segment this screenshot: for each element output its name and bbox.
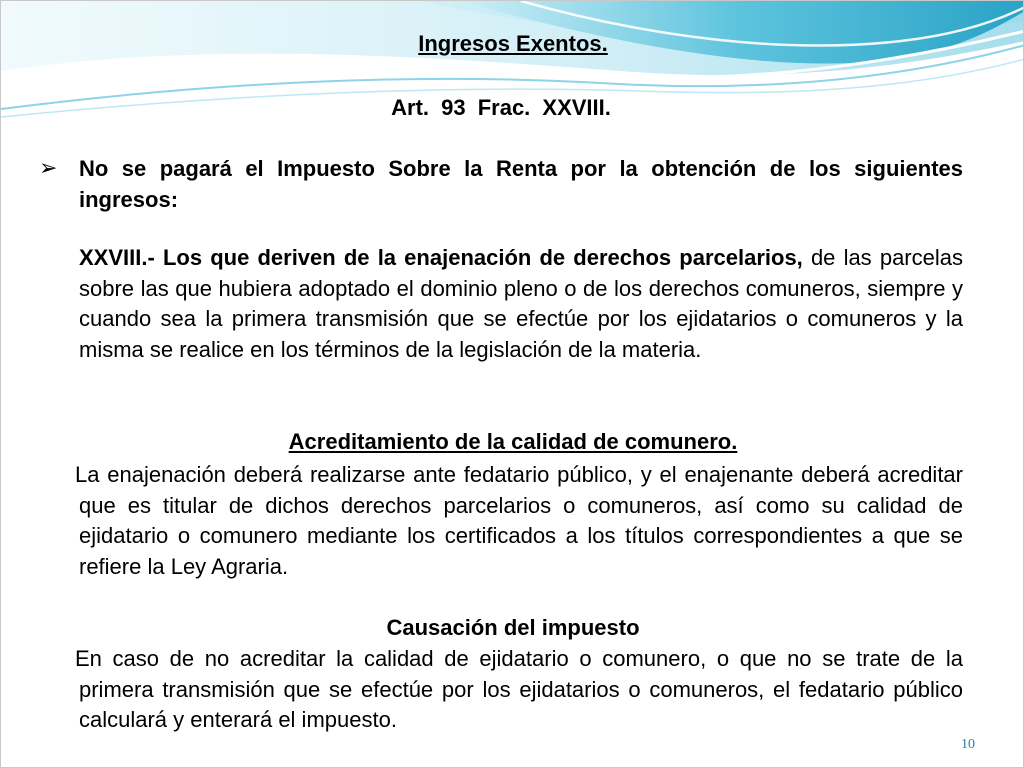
fraction-rest-text: de las parcelas sobre las que hubiera adoptado el dominio pleno o de los derechos comuneros, siempre y cuando sea la primera transmisión que se efectúe por los ejidatarios o comuneros y la misma se realice en los términos de la legislación de la materia.	[79, 245, 963, 362]
article-reference: Art. 93 Frac. XXVIII.	[391, 95, 611, 120]
fraction-paragraph	[79, 243, 963, 365]
bullet-text: No se pagará el Impuesto Sobre la Renta por la obtención de los siguientes ingresos:	[79, 156, 963, 212]
paragraph-causacion: En caso de no acreditar la calidad de ejidatario o comunero, o que no se trate de la primera transmisión que se efectúe por los ejidatarios o comuneros, el fedatario público calculará y enterará el impuesto.	[75, 646, 963, 732]
paragraph-acreditamiento: La enajenación deberá realizarse ante fedatario público, y el enajenante deberá acreditar que es titular de dichos derechos parcelarios o comuneros, así como su calidad de ejidatario o comunero mediante los certificados a los títulos correspondientes a que se refiere la Ley Agraria.	[75, 462, 963, 579]
heading-causacion: Causación del impuesto	[386, 615, 640, 640]
arrow-bullet-icon: ➢	[39, 155, 58, 180]
heading-acreditamiento: Acreditamiento de la calidad de comunero.	[288, 429, 738, 454]
page-number: 10	[961, 737, 975, 752]
slide-content	[1, 1, 1024, 768]
slide-title: Ingresos Exentos.	[418, 31, 608, 56]
fraction-bold-text: XXVIII.- Los que deriven de la enajenación de derechos parcelarios,	[79, 245, 803, 270]
